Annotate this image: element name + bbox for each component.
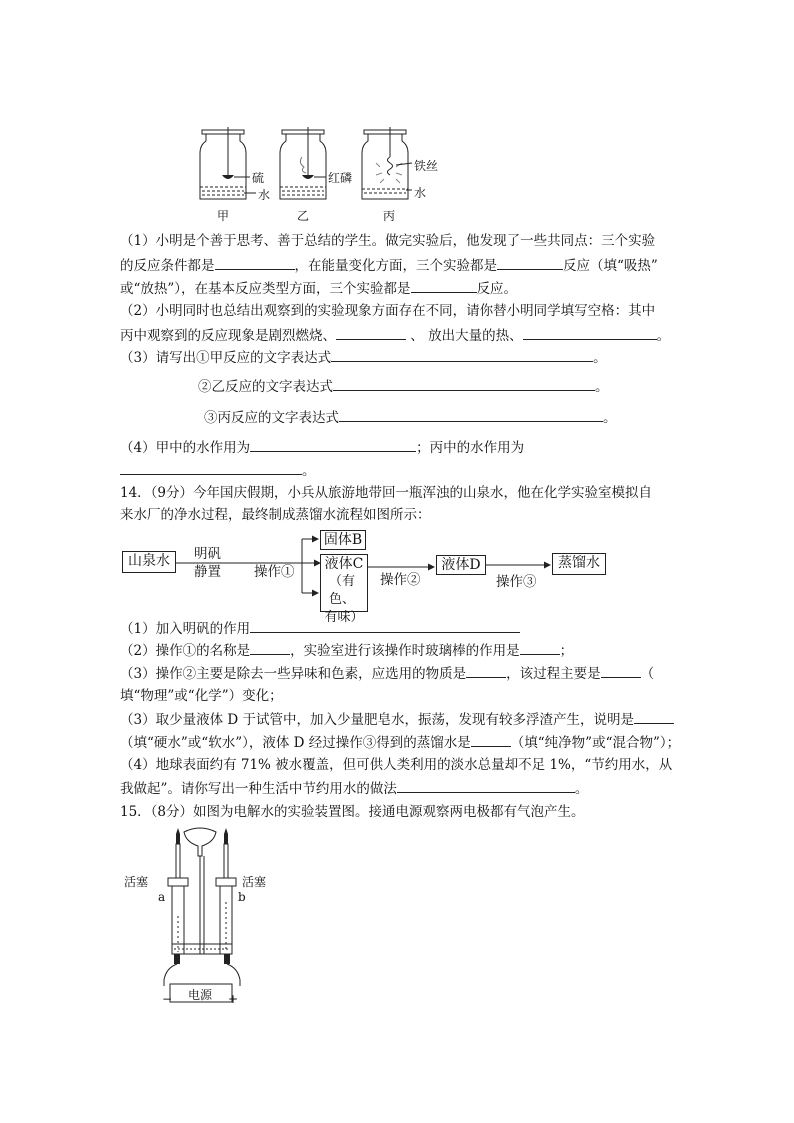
- q13-p4-text-a: （4）甲中的水作用为: [120, 440, 251, 456]
- answer-blank[interactable]: [520, 640, 560, 655]
- q14-p4-text-c: （填“纯净物”或“混合物”）；: [510, 735, 681, 751]
- q13-p3-end-3: 。: [603, 410, 617, 426]
- q13-p1-text-d: 或“放热”），在基本反应类型方面，三个实验都是: [120, 281, 411, 297]
- answer-blank[interactable]: [250, 618, 520, 633]
- q13-p4-line2: [120, 460, 316, 481]
- flow-label-alum: 明矾: [194, 546, 221, 562]
- answer-blank[interactable]: [250, 640, 290, 655]
- q13-p4-end: 。: [302, 463, 316, 479]
- q14-p1: [120, 618, 520, 639]
- jar-bing: [362, 127, 412, 199]
- q14-p2-text-c: ；: [559, 643, 574, 659]
- q14-p3-text-a: （3）操作②主要是除去一些异味和色素，应选用的物质是: [120, 666, 467, 682]
- q14-p3: [120, 663, 654, 684]
- answer-blank[interactable]: [466, 663, 506, 678]
- q13-p2-line2: [120, 325, 670, 346]
- jar-yi: [280, 127, 326, 199]
- flow-box-spring-water: 山泉水: [122, 551, 176, 573]
- answer-blank[interactable]: [497, 255, 563, 270]
- flow-box-liquid-c: [320, 554, 368, 625]
- label-tube-a: a: [158, 890, 166, 904]
- flow-box-liquid-d: 液体D: [436, 555, 486, 575]
- q13-p3-line3: [204, 407, 617, 428]
- q13-p4-text-b: ；丙中的水作用为: [416, 440, 525, 456]
- label-water-jia: 水: [258, 188, 271, 202]
- answer-blank[interactable]: [333, 376, 595, 391]
- q14-p4-line2: [120, 732, 680, 753]
- label-tube-b: b: [238, 890, 246, 904]
- flow-label-settle: 静置: [194, 564, 221, 580]
- q13-p1-line1: （1）小明是个善于思考、善于总结的学生。做完实验后，他发现了一些共同点：三个实验: [120, 233, 656, 249]
- label-yi: 乙: [297, 209, 310, 223]
- flow-box-distilled-water: 蒸馏水: [552, 553, 606, 575]
- label-water-bing: 水: [414, 186, 427, 200]
- q13-p4-line1: [120, 437, 524, 458]
- flow-box-solid-b: 固体B: [320, 530, 366, 550]
- q13-p3-text-1: （3）请写出①甲反应的文字表达式: [120, 350, 332, 366]
- q13-p1-text-a: 的反应条件都是: [120, 258, 215, 274]
- q14-p4: [120, 709, 674, 730]
- q13-p3-line2: [198, 376, 609, 397]
- label-sulfur: 硫: [252, 171, 265, 185]
- q14-p3-text-b: ，该过程主要是: [506, 666, 601, 682]
- q14-p1-text: （1）加入明矾的作用: [120, 621, 251, 637]
- answer-blank[interactable]: [120, 460, 302, 475]
- answer-blank[interactable]: [339, 407, 603, 422]
- answer-blank[interactable]: [634, 709, 674, 724]
- q13-p2-line1: （2）小明同时也总结出观察到的实验现象方面存在不同，请你替小明同学填写空格：其中: [120, 303, 656, 319]
- q13-p3-line1: [120, 347, 607, 368]
- liquid-c-line1: 液体C: [324, 556, 364, 572]
- answer-blank[interactable]: [215, 255, 295, 270]
- q14-p5-text-b: 我做起”。请你写出一种生活中节约用水的做法: [120, 781, 397, 797]
- label-plus: +: [228, 992, 239, 1006]
- q13-p3-end-2: 。: [595, 379, 609, 395]
- label-stopcock-right: 活塞: [242, 875, 267, 889]
- q14-p2-text-b: ，实验室进行该操作时玻璃棒的作用是: [290, 643, 520, 659]
- answer-blank[interactable]: [336, 325, 406, 340]
- q14-intro-1: 14．（9分）今年国庆假期，小兵从旅游地带回一瓶浑浊的山泉水，他在化学实验室模拟自: [120, 485, 653, 501]
- q14-p5-line2: [120, 778, 588, 799]
- label-jia: 甲: [217, 209, 230, 223]
- q14-p5-text-c: 。: [574, 781, 589, 797]
- label-iron-wire: 铁丝: [414, 159, 439, 173]
- q13-p3-text-2: ②乙反应的文字表达式: [198, 379, 333, 395]
- answer-blank[interactable]: [471, 732, 511, 747]
- q14-p4-text-a: （3）取少量液体 D 于试管中，加入少量肥皂水，振荡，发现有较多浮渣产生，说明是: [120, 712, 634, 728]
- answer-blank[interactable]: [601, 663, 641, 678]
- answer-blank[interactable]: [331, 347, 593, 362]
- q14-p4-text-b: （填“硬水”或“软水”），液体 D 经过操作③得到的蒸馏水是: [120, 735, 471, 751]
- q14-p2-text-a: （2）操作①的名称是: [120, 643, 251, 659]
- q15-intro: 15．（8分）如图为电解水的实验装置图。接通电源观察两电极都有气泡产生。: [120, 804, 585, 820]
- q14-p3-text-c: （: [640, 666, 655, 682]
- q13-p1-text-c: 反应（填“吸热”: [563, 258, 658, 274]
- answer-blank[interactable]: [397, 778, 575, 793]
- flow-label-op2: 操作②: [380, 572, 421, 588]
- label-red-phosphorus: 红磷: [328, 171, 353, 185]
- q13-p1-text-b: ，在能量变化方面，三个实验都是: [294, 258, 497, 274]
- electrolysis-apparatus: [148, 826, 288, 1006]
- flow-label-op1: 操作①: [254, 564, 295, 580]
- q13-p2-text-b: 、 放出大量的热、: [406, 328, 523, 344]
- q13-p2-text-c: 。: [656, 328, 671, 344]
- liquid-c-line2: （有色、: [328, 574, 355, 607]
- answer-blank[interactable]: [411, 278, 477, 293]
- q14-p2: [120, 640, 573, 661]
- q13-p3-text-3: ③丙反应的文字表达式: [204, 410, 339, 426]
- q13-p1-line2: [120, 255, 658, 276]
- label-minus: −: [162, 992, 173, 1006]
- q14-p5-line1: （4）地球表面约有 71% 被水覆盖，但可供人类利用的淡水总量却不足 1%，“节约用水，从: [120, 757, 673, 773]
- label-stopcock-left: 活塞: [124, 875, 149, 889]
- label-bing: 丙: [383, 209, 396, 223]
- q13-p2-text-a: 丙中观察到的反应现象是剧烈燃烧、: [120, 328, 336, 344]
- q14-intro-2: 来水厂的净水过程，最终制成蒸馏水流程如图所示：: [120, 507, 431, 523]
- answer-blank[interactable]: [250, 437, 416, 452]
- jar-jia: [200, 127, 256, 199]
- liquid-c-line3: 有味）: [324, 610, 364, 625]
- flow-label-op3: 操作③: [496, 574, 537, 590]
- q13-p3-end-1: 。: [593, 350, 607, 366]
- q13-p1-line3: [120, 278, 517, 299]
- answer-blank[interactable]: [523, 325, 657, 340]
- q13-p1-text-e: 反应。: [476, 281, 518, 297]
- label-power-source: 电源: [188, 988, 213, 1002]
- q14-p3-line2: 填“物理”或“化学”）变化；: [120, 688, 283, 704]
